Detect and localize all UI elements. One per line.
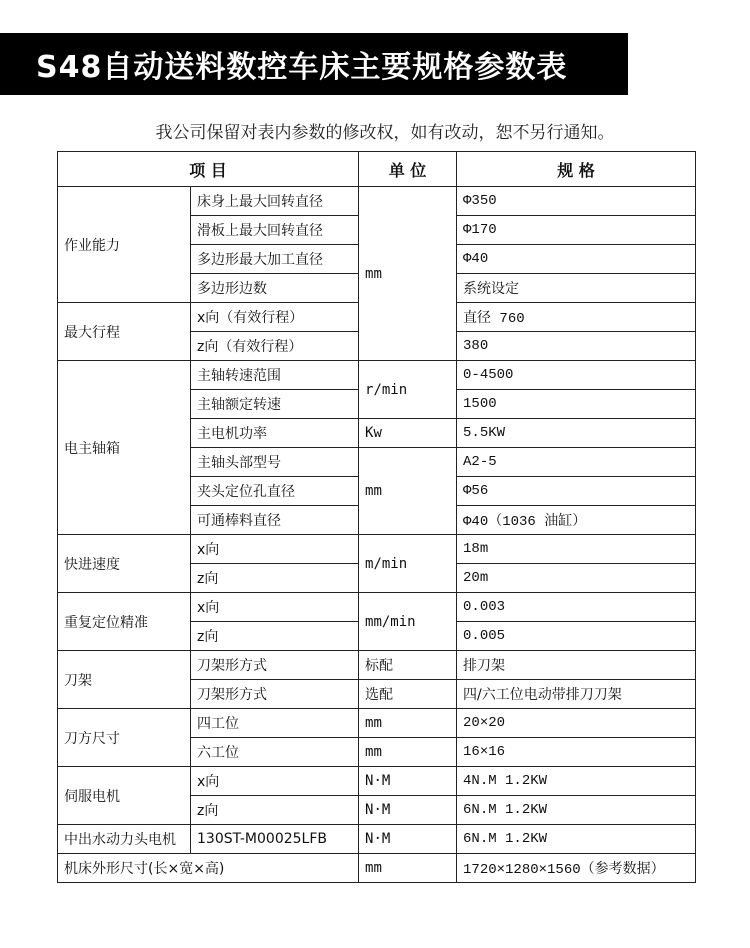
spec-cell: Φ40（1036 油缸） [457, 506, 696, 535]
table-row [58, 854, 696, 883]
spec-cell: 四/六工位电动带排刀刀架 [457, 680, 696, 709]
spec-cell: 0.003 [457, 593, 696, 622]
item-cell: 四工位 [191, 709, 359, 738]
item-cell: z向 [191, 622, 359, 651]
spec-cell: A2-5 [457, 448, 696, 477]
item-cell: 可通棒料直径 [191, 506, 359, 535]
category-cell: 重复定位精准 [58, 593, 191, 651]
unit-cell: mm [359, 738, 457, 767]
spec-table [57, 151, 696, 883]
item-cell: 130ST-M00025LFB [191, 825, 359, 854]
spec-cell: 6N.M 1.2KW [457, 825, 696, 854]
spec-cell: Φ350 [457, 187, 696, 216]
spec-cell: 380 [457, 332, 696, 361]
spec-cell: 排刀架 [457, 651, 696, 680]
category-cell: 刀架 [58, 651, 191, 709]
header-unit: 单 位 [359, 152, 457, 187]
item-cell: 刀架形方式 [191, 651, 359, 680]
table-row [58, 767, 696, 796]
category-cell: 快进速度 [58, 535, 191, 593]
spec-cell: Φ170 [457, 216, 696, 245]
unit-cell: N·M [359, 825, 457, 854]
category-cell: 最大行程 [58, 303, 191, 361]
unit-cell: Kw [359, 419, 457, 448]
header-spec: 规 格 [457, 152, 696, 187]
table-row [58, 593, 696, 622]
item-cell: z向（有效行程） [191, 332, 359, 361]
unit-cell: N·M [359, 796, 457, 825]
table-row [58, 709, 696, 738]
unit-cell: 标配 [359, 651, 457, 680]
unit-cell: m/min [359, 535, 457, 593]
unit-cell: N·M [359, 767, 457, 796]
item-cell: 多边形最大加工直径 [191, 245, 359, 274]
spec-cell: 16×16 [457, 738, 696, 767]
item-cell: x向 [191, 535, 359, 564]
item-cell: x向（有效行程） [191, 303, 359, 332]
spec-cell: 1500 [457, 390, 696, 419]
item-cell: 夹头定位孔直径 [191, 477, 359, 506]
category-cell: 刀方尺寸 [58, 709, 191, 767]
spec-cell: 20×20 [457, 709, 696, 738]
unit-cell: 选配 [359, 680, 457, 709]
category-cell: 伺服电机 [58, 767, 191, 825]
spec-cell: 6N.M 1.2KW [457, 796, 696, 825]
spec-cell: 1720×1280×1560（参考数据） [457, 854, 696, 883]
item-cell: x向 [191, 767, 359, 796]
item-cell: 主电机功率 [191, 419, 359, 448]
item-cell: 刀架形方式 [191, 680, 359, 709]
notice-text: 我公司保留对表内参数的修改权，如有改动，恕不另行通知。 [155, 123, 615, 143]
page-title: S48自动送料数控车床主要规格参数表 [36, 50, 568, 85]
item-cell: 六工位 [191, 738, 359, 767]
spec-cell: 5.5KW [457, 419, 696, 448]
unit-cell: mm [359, 448, 457, 535]
table-row [58, 825, 696, 854]
spec-cell: 直径 760 [457, 303, 696, 332]
item-cell: 主轴头部型号 [191, 448, 359, 477]
title-bar [0, 33, 628, 95]
category-cell: 机床外形尺寸(长×宽×高) [58, 854, 359, 883]
table-row [58, 361, 696, 390]
item-cell: 主轴转速范围 [191, 361, 359, 390]
spec-cell: Φ40 [457, 245, 696, 274]
spec-cell: 0-4500 [457, 361, 696, 390]
table-header-row [58, 152, 696, 187]
item-cell: 多边形边数 [191, 274, 359, 303]
spec-cell: 4N.M 1.2KW [457, 767, 696, 796]
item-cell: x向 [191, 593, 359, 622]
category-cell: 电主轴箱 [58, 361, 191, 535]
spec-cell: 系统设定 [457, 274, 696, 303]
category-cell: 中出水动力头电机 [58, 825, 191, 854]
unit-cell: mm [359, 854, 457, 883]
unit-cell: mm [359, 709, 457, 738]
spec-cell: Φ56 [457, 477, 696, 506]
item-cell: z向 [191, 796, 359, 825]
unit-cell: mm/min [359, 593, 457, 651]
table-row [58, 535, 696, 564]
item-cell: 床身上最大回转直径 [191, 187, 359, 216]
table-row [58, 651, 696, 680]
unit-cell: mm [359, 187, 457, 361]
table-row [58, 187, 696, 216]
header-item: 项 目 [58, 152, 359, 187]
item-cell: 主轴额定转速 [191, 390, 359, 419]
category-cell: 作业能力 [58, 187, 191, 303]
unit-cell: r/min [359, 361, 457, 419]
spec-cell: 18m [457, 535, 696, 564]
item-cell: z向 [191, 564, 359, 593]
item-cell: 滑板上最大回转直径 [191, 216, 359, 245]
spec-cell: 20m [457, 564, 696, 593]
spec-cell: 0.005 [457, 622, 696, 651]
